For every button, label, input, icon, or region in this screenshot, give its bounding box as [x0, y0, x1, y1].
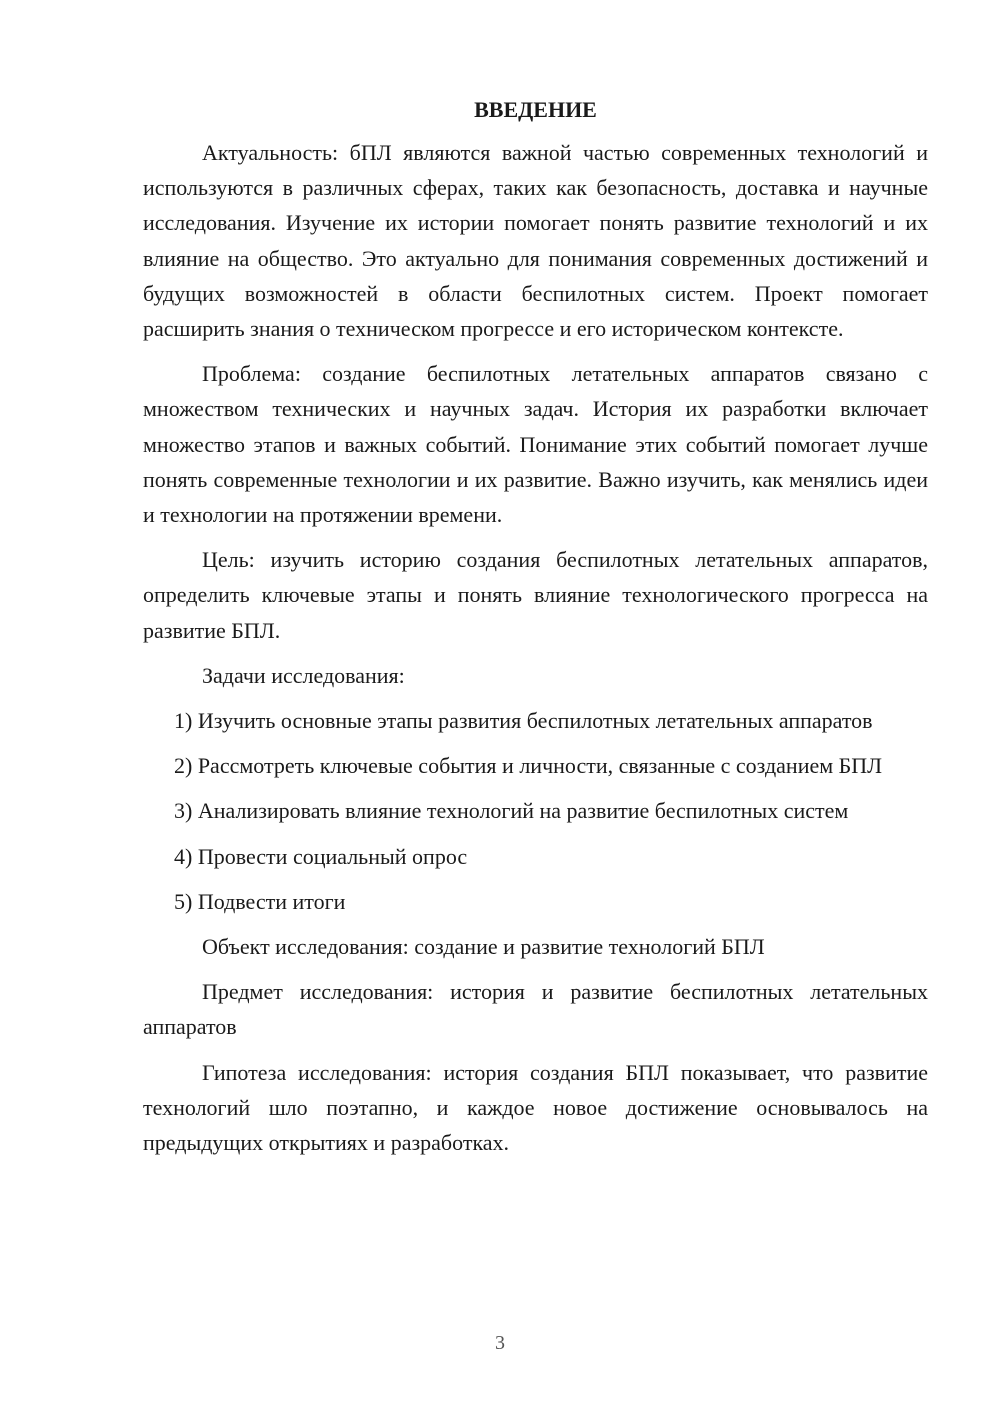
hypothesis-paragraph: Гипотеза исследования: история создания БПЛ показывает, что развитие технологий шло поэтапно, и каждое новое достижение основывалось на предыдущих открытиях и разработках. — [143, 1059, 928, 1156]
tasks-heading: Задачи исследования: — [202, 662, 405, 688]
relevance-paragraph: Актуальность: бПЛ являются важной частью современных технологий и используются в различных сферах, таких как безопасность, доставка и научные исследования. Изучение их истории помогает понять развитие технологий и их влияние на общество. Это актуально для понимания современных достижений и будущих возможностей в области беспилотных систем. Проект помогает расширить знания о техническом прогрессе и его историческом контексте. — [143, 140, 928, 342]
task-item-2: 2) Рассмотреть ключевые события и личности, связанные с созданием БПЛ — [174, 753, 883, 779]
page-number: 3 — [495, 1332, 505, 1354]
task-item-4: 4) Провести социальный опрос — [174, 843, 468, 869]
goal-paragraph: Цель: изучить историю создания беспилотных летательных аппаратов, определить ключевые этапы и понять влияние технологического прогресса на развитие БПЛ. — [143, 547, 928, 643]
subject-paragraph: Предмет исследования: история и развитие беспилотных летательных аппаратов — [143, 979, 928, 1040]
task-item-5: 5) Подвести итоги — [174, 888, 346, 914]
task-item-3: 3) Анализировать влияние технологий на развитие беспилотных систем — [174, 798, 849, 824]
document-page — [143, 92, 928, 1170]
problem-paragraph: Проблема: создание беспилотных летательных аппаратов связано с множеством технических и научных задач. История их разработки включает множество этапов и важных событий. Понимание этих событий помогает лучше понять современные технологии и их развитие. Важно изучить, как менялись идеи и технологии на протяжении времени. — [143, 361, 928, 528]
section-title: ВВЕДЕНИЕ — [474, 97, 597, 122]
object-paragraph: Объект исследования: создание и развитие технологий БПЛ — [202, 934, 765, 960]
task-item-1: 1) Изучить основные этапы развития беспилотных летательных аппаратов — [174, 708, 873, 734]
